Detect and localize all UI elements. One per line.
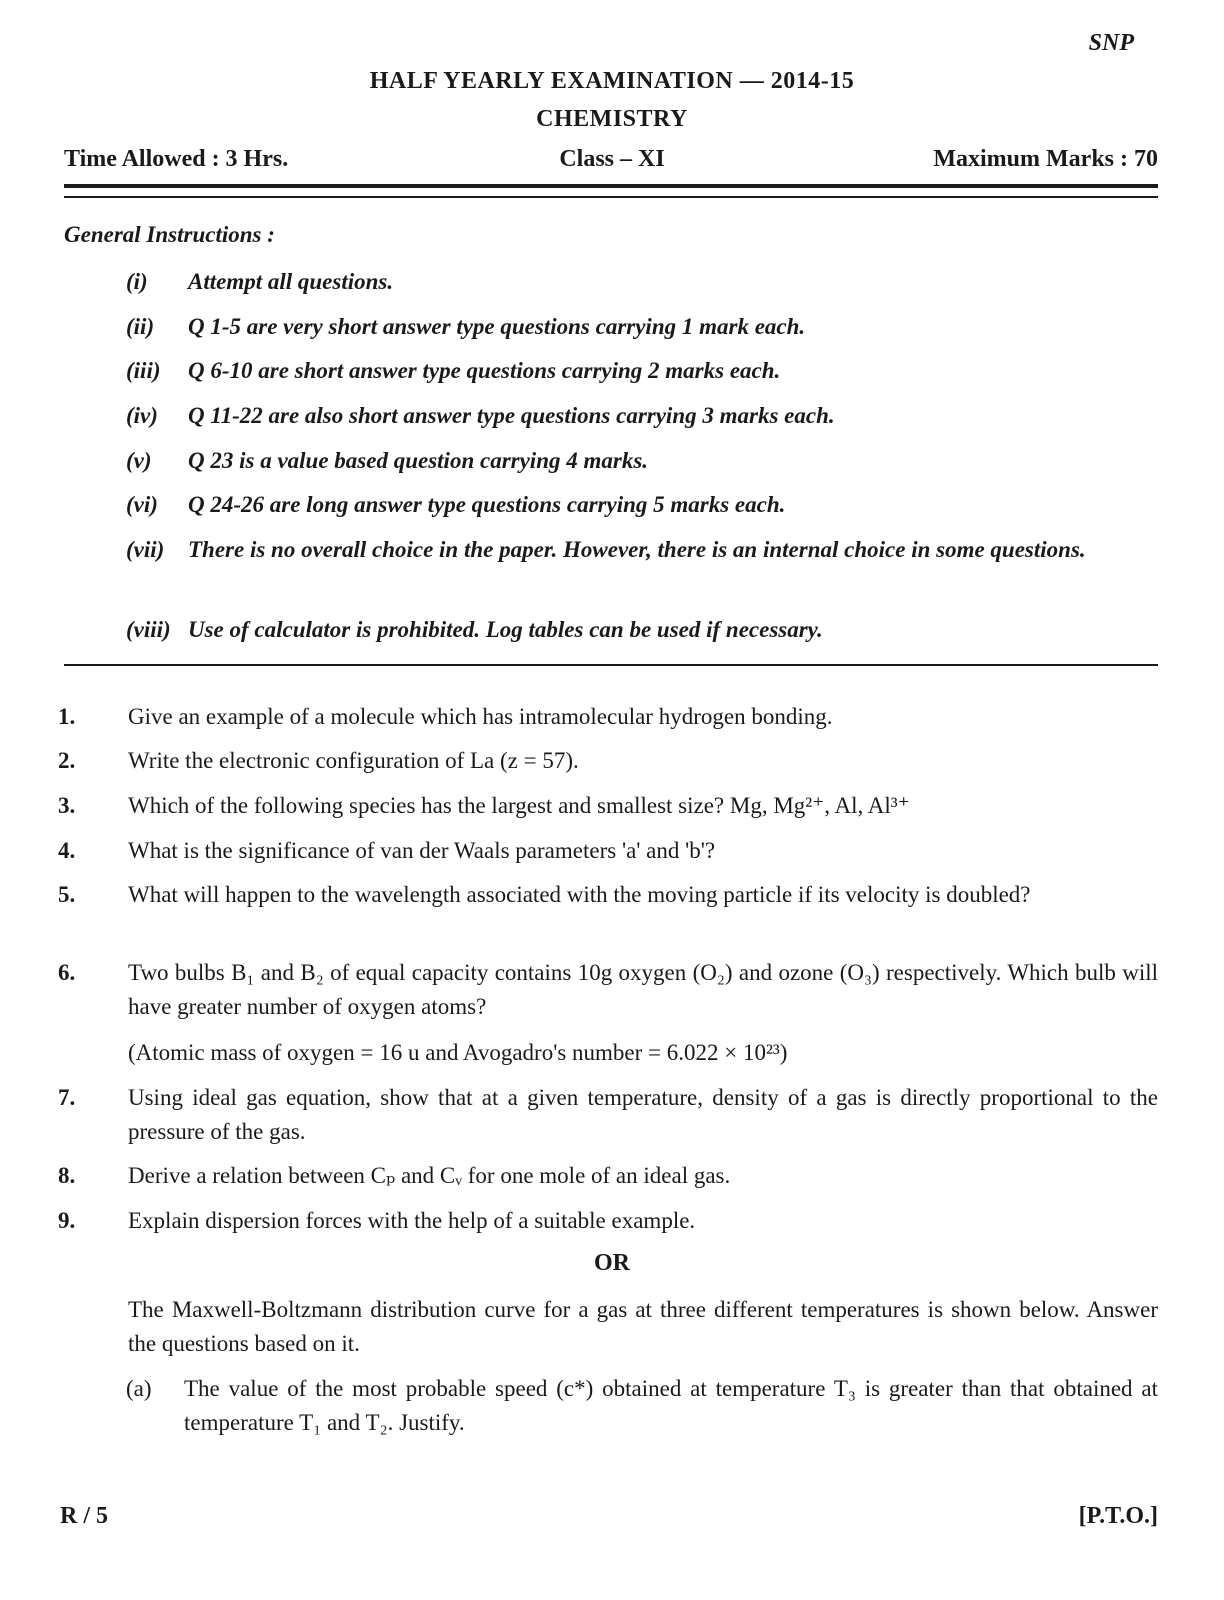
question-text: Give an example of a molecule which has intramolecular hydrogen bonding.	[128, 704, 833, 729]
question-number: 4.	[58, 838, 76, 863]
question-text: What will happen to the wavelength associated with the moving particle if its velocity is doubled?	[128, 882, 1031, 907]
question-text: What is the significance of van der Waals parameters 'a' and 'b'?	[128, 838, 716, 863]
max-marks: Maximum Marks : 70	[933, 146, 1158, 172]
instruction-number: (viii)	[126, 617, 171, 642]
instruction-item	[126, 487, 1160, 522]
question	[58, 1081, 1158, 1149]
question	[58, 834, 1158, 868]
class-label: Class – XI	[559, 146, 665, 172]
question	[58, 878, 1158, 912]
question	[58, 1159, 1158, 1193]
sub-question-text: The value of the most probable speed (c*) obtained at temperature T₃ is greater than that obtained at temperature T₁ and T₂. Justify.	[184, 1376, 1158, 1435]
question-text: Two bulbs B₁ and B₂ of equal capacity contains 10g oxygen (O₂) and ozone (O₃) respectively. Which bulb will have greater number of oxygen atoms?	[128, 960, 1158, 1019]
page-code: SNP	[1088, 30, 1134, 56]
instruction-text: Q 24-26 are long answer type questions carrying 5 marks each.	[188, 492, 786, 517]
instructions-rule	[64, 664, 1158, 666]
instruction-number: (iv)	[126, 403, 158, 428]
instruction-item	[126, 398, 1160, 433]
instruction-text: Use of calculator is prohibited. Log tables can be used if necessary.	[188, 617, 823, 642]
instruction-item	[126, 309, 1160, 344]
instruction-item	[126, 532, 1160, 567]
alt-question-text: The Maxwell-Boltzmann distribution curve for a gas at three different temperatures is shown below. Answer the questions based on it.	[128, 1297, 1158, 1356]
question	[58, 1204, 1158, 1238]
question-number: 2.	[58, 748, 76, 773]
question	[58, 789, 1158, 823]
instruction-number: (i)	[126, 269, 148, 294]
question-number: 9.	[58, 1208, 76, 1233]
question-number: 5.	[58, 882, 76, 907]
instruction-text: Q 1-5 are very short answer type questions carrying 1 mark each.	[188, 314, 806, 339]
instruction-item	[126, 353, 1160, 388]
question-note	[58, 1036, 1158, 1070]
question	[58, 744, 1158, 778]
question	[58, 700, 1158, 734]
question-number: 7.	[58, 1085, 76, 1110]
instruction-number: (ii)	[126, 314, 155, 339]
instruction-text: Attempt all questions.	[188, 269, 394, 294]
instruction-item	[126, 612, 1160, 647]
or-label: OR	[594, 1250, 630, 1276]
instruction-number: (iii)	[126, 358, 161, 383]
question-number: 6.	[58, 960, 76, 985]
footer-pto: [P.T.O.]	[1078, 1503, 1158, 1529]
exam-title: HALF YEARLY EXAMINATION — 2014-15	[369, 68, 855, 94]
question	[58, 956, 1158, 1024]
instruction-number: (v)	[126, 448, 152, 473]
question-number: 3.	[58, 793, 76, 818]
instruction-text: Q 23 is a value based question carrying 4 marks.	[188, 448, 649, 473]
question-text: Write the electronic configuration of La (z = 57).	[128, 748, 579, 773]
instruction-number: (vii)	[126, 537, 165, 562]
question-text: Explain dispersion forces with the help of a suitable example.	[128, 1208, 696, 1233]
instructions-heading: General Instructions :	[64, 222, 275, 247]
sub-question	[126, 1372, 1158, 1440]
question-text: Derive a relation between Cₚ and Cᵥ for one mole of an ideal gas.	[128, 1163, 731, 1188]
instruction-item	[126, 443, 1160, 478]
instruction-text: There is no overall choice in the paper. However, there is an internal choice in some questions.	[188, 537, 1086, 562]
sub-question-label: (a)	[126, 1376, 152, 1401]
instruction-text: Q 11-22 are also short answer type questions carrying 3 marks each.	[188, 403, 835, 428]
instruction-text: Q 6-10 are short answer type questions carrying 2 marks each.	[188, 358, 781, 383]
alt-question	[58, 1293, 1158, 1361]
question-text: Which of the following species has the largest and smallest size? Mg, Mg²⁺, Al, Al³⁺	[128, 793, 910, 818]
instruction-item	[126, 264, 1160, 299]
instruction-number: (vi)	[126, 492, 158, 517]
subject-title: CHEMISTRY	[536, 106, 688, 132]
question-text: (Atomic mass of oxygen = 16 u and Avogadro's number = 6.022 × 10²³)	[128, 1040, 788, 1065]
header-rule-thick	[64, 184, 1158, 188]
question-text: Using ideal gas equation, show that at a given temperature, density of a gas is directly proportional to the pressure of the gas.	[128, 1085, 1158, 1144]
header-rule-thin	[64, 196, 1158, 198]
question-number: 8.	[58, 1163, 76, 1188]
time-allowed: Time Allowed : 3 Hrs.	[64, 146, 289, 172]
footer-page-code: R / 5	[60, 1503, 108, 1529]
question-number: 1.	[58, 704, 76, 729]
